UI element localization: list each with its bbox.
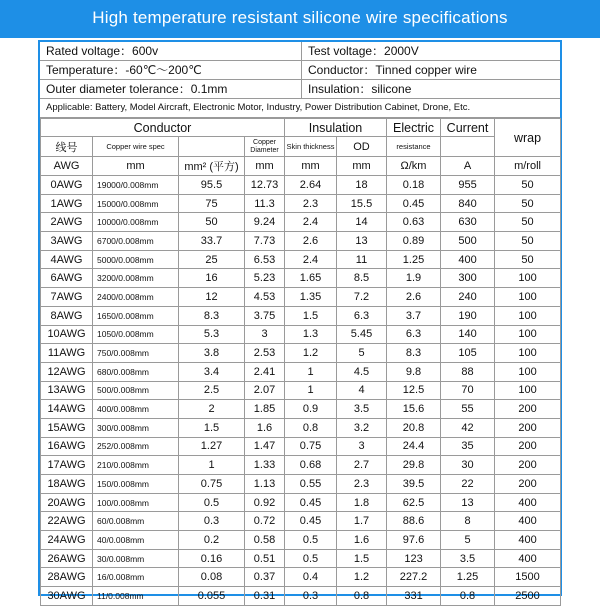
wire-spec-table	[40, 118, 561, 606]
wrap-cell: 50	[495, 176, 561, 195]
wrap-cell: 400	[495, 549, 561, 568]
blank-header-cell	[179, 137, 245, 157]
current-header: Current	[441, 119, 495, 137]
skin-thickness-cell: 2.3	[285, 194, 337, 213]
resistance-cell: 2.6	[387, 288, 441, 307]
copper-diameter-cell: 1.47	[245, 437, 285, 456]
area-cell: 16	[179, 269, 245, 288]
od-cell: 1.7	[337, 512, 387, 531]
table-row	[41, 232, 561, 251]
copper-diameter-header: Copper Diameter	[245, 137, 285, 157]
od-cell: 1.8	[337, 493, 387, 512]
mm-unit: mm	[93, 157, 179, 176]
copper-spec-cell: 252/0.008mm	[93, 437, 179, 456]
copper-diameter-cell: 3.75	[245, 306, 285, 325]
current-cell: 5	[441, 531, 495, 550]
od-cell: 13	[337, 232, 387, 251]
wrap-cell: 2500	[495, 587, 561, 606]
od-cell: 4	[337, 381, 387, 400]
area-cell: 1.27	[179, 437, 245, 456]
wrap-header: wrap	[495, 119, 561, 157]
od-cell: 14	[337, 213, 387, 232]
spec-row	[40, 42, 560, 61]
area-cell: 33.7	[179, 232, 245, 251]
current-cell: 190	[441, 306, 495, 325]
copper-spec-cell: 16/0.008mm	[93, 568, 179, 587]
area-cell: 0.08	[179, 568, 245, 587]
awg-cell: 14AWG	[41, 400, 93, 419]
wrap-cell: 200	[495, 437, 561, 456]
wrap-cell: 400	[495, 531, 561, 550]
skin-thickness-cell: 0.75	[285, 437, 337, 456]
copper-spec-cell: 6700/0.008mm	[93, 232, 179, 251]
mm-unit: mm	[245, 157, 285, 176]
table-row	[41, 475, 561, 494]
current-cell: 140	[441, 325, 495, 344]
copper-spec-cell: 40/0.008mm	[93, 531, 179, 550]
skin-thickness-cell: 0.5	[285, 549, 337, 568]
awg-cell: 18AWG	[41, 475, 93, 494]
od-cell: 3.2	[337, 418, 387, 437]
awg-cell: 10AWG	[41, 325, 93, 344]
current-cell: 55	[441, 400, 495, 419]
skin-thickness-cell: 0.55	[285, 475, 337, 494]
od-cell: 1.6	[337, 531, 387, 550]
wrap-cell: 200	[495, 456, 561, 475]
resistance-cell: 62.5	[387, 493, 441, 512]
skin-thickness-cell: 1.5	[285, 306, 337, 325]
copper-spec-cell: 3200/0.008mm	[93, 269, 179, 288]
awg-cell: 16AWG	[41, 437, 93, 456]
awg-cell: 11AWG	[41, 344, 93, 363]
area-cell: 95.5	[179, 176, 245, 195]
copper-spec-cell: 19000/0.008mm	[93, 176, 179, 195]
spec-row	[40, 80, 560, 99]
current-cell: 955	[441, 176, 495, 195]
wrap-cell: 1500	[495, 568, 561, 587]
skin-thickness-cell: 1.35	[285, 288, 337, 307]
awg-cell: 15AWG	[41, 418, 93, 437]
awg-cell: 12AWG	[41, 362, 93, 381]
resistance-cell: 331	[387, 587, 441, 606]
area-cell: 2	[179, 400, 245, 419]
temperature: Temperature：-60℃～200℃	[40, 61, 302, 79]
wrap-cell: 200	[495, 418, 561, 437]
awg-cell: 4AWG	[41, 250, 93, 269]
test-voltage: Test voltage：2000V	[308, 44, 419, 58]
skin-thickness-cell: 0.4	[285, 568, 337, 587]
table-row	[41, 288, 561, 307]
skin-thickness-cell: 1.2	[285, 344, 337, 363]
conductor-material: Conductor：Tinned copper wire	[308, 63, 477, 77]
area-cell: 0.055	[179, 587, 245, 606]
od-cell: 4.5	[337, 362, 387, 381]
od-cell: 2.7	[337, 456, 387, 475]
table-row	[41, 381, 561, 400]
resistance-cell: 29.8	[387, 456, 441, 475]
current-cell: 630	[441, 213, 495, 232]
od-cell: 7.2	[337, 288, 387, 307]
skin-thickness-cell: 0.9	[285, 400, 337, 419]
resistance-header: resistance	[387, 137, 441, 157]
wrap-cell: 100	[495, 306, 561, 325]
od-cell: 2.3	[337, 475, 387, 494]
awg-cell: 30AWG	[41, 587, 93, 606]
resistance-cell: 1.25	[387, 250, 441, 269]
wrap-cell: 200	[495, 475, 561, 494]
copper-diameter-cell: 4.53	[245, 288, 285, 307]
area-cell: 8.3	[179, 306, 245, 325]
table-row	[41, 418, 561, 437]
table-row	[41, 344, 561, 363]
table-row	[41, 400, 561, 419]
od-tolerance: Outer diameter tolerance：0.1mm	[40, 80, 302, 98]
awg-cell: 8AWG	[41, 306, 93, 325]
wrap-cell: 100	[495, 362, 561, 381]
wrap-cell: 100	[495, 325, 561, 344]
skin-thickness-cell: 0.3	[285, 587, 337, 606]
table-row	[41, 568, 561, 587]
current-cell: 42	[441, 418, 495, 437]
od-cell: 6.3	[337, 306, 387, 325]
electric-header: Electric	[387, 119, 441, 137]
blank-header-cell	[441, 137, 495, 157]
area-cell: 25	[179, 250, 245, 269]
mm2-unit: mm² (平方)	[179, 157, 245, 176]
current-cell: 35	[441, 437, 495, 456]
wrap-cell: 50	[495, 232, 561, 251]
spec-row	[40, 61, 560, 80]
unit-row	[41, 157, 561, 176]
copper-spec-cell: 680/0.008mm	[93, 362, 179, 381]
copper-diameter-cell: 0.51	[245, 549, 285, 568]
area-cell: 75	[179, 194, 245, 213]
copper-diameter-cell: 2.41	[245, 362, 285, 381]
table-row	[41, 213, 561, 232]
ohm-km-unit: Ω/km	[387, 157, 441, 176]
table-row	[41, 456, 561, 475]
area-cell: 12	[179, 288, 245, 307]
copper-spec-cell: 100/0.008mm	[93, 493, 179, 512]
area-cell: 0.5	[179, 493, 245, 512]
current-cell: 1.25	[441, 568, 495, 587]
mm-unit: mm	[337, 157, 387, 176]
skin-thickness-cell: 0.8	[285, 418, 337, 437]
current-cell: 8	[441, 512, 495, 531]
copper-diameter-cell: 2.07	[245, 381, 285, 400]
wrap-cell: 200	[495, 400, 561, 419]
copper-spec-cell: 30/0.008mm	[93, 549, 179, 568]
table-row	[41, 549, 561, 568]
m-roll-unit: m/roll	[495, 157, 561, 176]
copper-diameter-cell: 2.53	[245, 344, 285, 363]
awg-cell: 22AWG	[41, 512, 93, 531]
resistance-cell: 8.3	[387, 344, 441, 363]
table-row	[41, 325, 561, 344]
skin-thickness-cell: 1	[285, 381, 337, 400]
copper-diameter-cell: 9.24	[245, 213, 285, 232]
od-cell: 1.5	[337, 549, 387, 568]
od-cell: 3	[337, 437, 387, 456]
copper-spec-cell: 10000/0.008mm	[93, 213, 179, 232]
resistance-cell: 0.18	[387, 176, 441, 195]
resistance-cell: 227.2	[387, 568, 441, 587]
insulation-header: Insulation	[285, 119, 387, 137]
copper-diameter-cell: 3	[245, 325, 285, 344]
awg-cell: 6AWG	[41, 269, 93, 288]
wrap-cell: 400	[495, 512, 561, 531]
awg-cell: 0AWG	[41, 176, 93, 195]
table-row	[41, 176, 561, 195]
table-row	[41, 531, 561, 550]
area-cell: 3.8	[179, 344, 245, 363]
awg-cell: 17AWG	[41, 456, 93, 475]
page-title: High temperature resistant silicone wire specifications	[92, 8, 508, 27]
skin-thickness-cell: 1.65	[285, 269, 337, 288]
area-cell: 5.3	[179, 325, 245, 344]
od-cell: 18	[337, 176, 387, 195]
current-cell: 400	[441, 250, 495, 269]
copper-diameter-cell: 1.13	[245, 475, 285, 494]
od-header: OD	[337, 137, 387, 157]
od-cell: 3.5	[337, 400, 387, 419]
resistance-cell: 0.89	[387, 232, 441, 251]
copper-spec-cell: 1050/0.008mm	[93, 325, 179, 344]
skin-thickness-cell: 1.3	[285, 325, 337, 344]
copper-spec-cell: 500/0.008mm	[93, 381, 179, 400]
copper-diameter-cell: 12.73	[245, 176, 285, 195]
spec-row	[40, 99, 560, 118]
copper-spec-cell: 300/0.008mm	[93, 418, 179, 437]
current-cell: 30	[441, 456, 495, 475]
copper-spec-cell: 400/0.008mm	[93, 400, 179, 419]
resistance-cell: 0.63	[387, 213, 441, 232]
copper-spec-cell: 210/0.008mm	[93, 456, 179, 475]
table-row	[41, 437, 561, 456]
od-cell: 1.2	[337, 568, 387, 587]
resistance-cell: 0.45	[387, 194, 441, 213]
mm-unit: mm	[285, 157, 337, 176]
area-cell: 1.5	[179, 418, 245, 437]
copper-diameter-cell: 1.6	[245, 418, 285, 437]
od-cell: 8.5	[337, 269, 387, 288]
copper-diameter-cell: 0.92	[245, 493, 285, 512]
skin-thickness-cell: 2.4	[285, 213, 337, 232]
copper-diameter-cell: 1.33	[245, 456, 285, 475]
resistance-cell: 15.6	[387, 400, 441, 419]
copper-diameter-cell: 0.72	[245, 512, 285, 531]
table-row	[41, 306, 561, 325]
code-header: 线号	[41, 137, 93, 157]
skin-thickness-cell: 2.4	[285, 250, 337, 269]
table-row	[41, 512, 561, 531]
resistance-cell: 20.8	[387, 418, 441, 437]
skin-thickness-cell: 0.68	[285, 456, 337, 475]
current-cell: 105	[441, 344, 495, 363]
area-cell: 1	[179, 456, 245, 475]
area-cell: 0.75	[179, 475, 245, 494]
copper-diameter-cell: 0.31	[245, 587, 285, 606]
awg-cell: 1AWG	[41, 194, 93, 213]
copper-diameter-cell: 1.85	[245, 400, 285, 419]
area-cell: 0.2	[179, 531, 245, 550]
wrap-cell: 400	[495, 493, 561, 512]
copper-diameter-cell: 11.3	[245, 194, 285, 213]
header-row	[41, 119, 561, 137]
conductor-header: Conductor	[41, 119, 285, 137]
awg-cell: 7AWG	[41, 288, 93, 307]
table-row	[41, 587, 561, 606]
wrap-cell: 100	[495, 269, 561, 288]
current-cell: 88	[441, 362, 495, 381]
skin-thickness-cell: 2.6	[285, 232, 337, 251]
copper-spec-cell: 150/0.008mm	[93, 475, 179, 494]
applicable: Applicable: Battery, Model Aircraft, Electronic Motor, Industry, Power Distribution Cabinet, Drone, Etc.	[46, 102, 471, 113]
current-cell: 840	[441, 194, 495, 213]
copper-spec-cell: 2400/0.008mm	[93, 288, 179, 307]
wrap-cell: 50	[495, 213, 561, 232]
area-cell: 0.16	[179, 549, 245, 568]
copper-wire-spec-header: Copper wire spec	[93, 137, 179, 157]
awg-cell: 13AWG	[41, 381, 93, 400]
resistance-cell: 12.5	[387, 381, 441, 400]
od-cell: 5.45	[337, 325, 387, 344]
awg-cell: 28AWG	[41, 568, 93, 587]
spec-sheet	[38, 40, 562, 602]
resistance-cell: 1.9	[387, 269, 441, 288]
amp-unit: A	[441, 157, 495, 176]
resistance-cell: 9.8	[387, 362, 441, 381]
awg-cell: 20AWG	[41, 493, 93, 512]
awg-cell: 26AWG	[41, 549, 93, 568]
current-cell: 3.5	[441, 549, 495, 568]
current-cell: 0.8	[441, 587, 495, 606]
awg-unit: AWG	[41, 157, 93, 176]
copper-diameter-cell: 7.73	[245, 232, 285, 251]
wrap-cell: 100	[495, 288, 561, 307]
current-cell: 240	[441, 288, 495, 307]
rated-voltage: Rated voltage：600v	[40, 42, 302, 60]
resistance-cell: 3.7	[387, 306, 441, 325]
copper-diameter-cell: 6.53	[245, 250, 285, 269]
current-cell: 13	[441, 493, 495, 512]
resistance-cell: 123	[387, 549, 441, 568]
od-cell: 15.5	[337, 194, 387, 213]
od-cell: 0.8	[337, 587, 387, 606]
copper-diameter-cell: 5.23	[245, 269, 285, 288]
copper-spec-cell: 11/0.008mm	[93, 587, 179, 606]
table-row	[41, 250, 561, 269]
insulation-material: Insulation：silicone	[308, 82, 412, 96]
resistance-cell: 24.4	[387, 437, 441, 456]
table-body	[41, 176, 561, 606]
wrap-cell: 100	[495, 344, 561, 363]
od-cell: 5	[337, 344, 387, 363]
wrap-cell: 50	[495, 194, 561, 213]
od-cell: 11	[337, 250, 387, 269]
current-cell: 500	[441, 232, 495, 251]
copper-spec-cell: 15000/0.008mm	[93, 194, 179, 213]
skin-thickness-cell: 2.64	[285, 176, 337, 195]
awg-cell: 24AWG	[41, 531, 93, 550]
resistance-cell: 39.5	[387, 475, 441, 494]
resistance-cell: 6.3	[387, 325, 441, 344]
copper-spec-cell: 750/0.008mm	[93, 344, 179, 363]
table-row	[41, 269, 561, 288]
area-cell: 0.3	[179, 512, 245, 531]
header-row	[41, 137, 561, 157]
skin-thickness-cell: 0.45	[285, 493, 337, 512]
area-cell: 50	[179, 213, 245, 232]
awg-cell: 3AWG	[41, 232, 93, 251]
skin-thickness-header: Skin thickness	[285, 137, 337, 157]
copper-diameter-cell: 0.58	[245, 531, 285, 550]
wrap-cell: 100	[495, 381, 561, 400]
area-cell: 3.4	[179, 362, 245, 381]
table-row	[41, 194, 561, 213]
general-specs	[40, 42, 560, 118]
current-cell: 300	[441, 269, 495, 288]
copper-spec-cell: 60/0.008mm	[93, 512, 179, 531]
resistance-cell: 97.6	[387, 531, 441, 550]
current-cell: 22	[441, 475, 495, 494]
awg-cell: 2AWG	[41, 213, 93, 232]
skin-thickness-cell: 1	[285, 362, 337, 381]
copper-spec-cell: 5000/0.008mm	[93, 250, 179, 269]
area-cell: 2.5	[179, 381, 245, 400]
copper-diameter-cell: 0.37	[245, 568, 285, 587]
resistance-cell: 88.6	[387, 512, 441, 531]
current-cell: 70	[441, 381, 495, 400]
copper-spec-cell: 1650/0.008mm	[93, 306, 179, 325]
wrap-cell: 50	[495, 250, 561, 269]
table-row	[41, 362, 561, 381]
skin-thickness-cell: 0.45	[285, 512, 337, 531]
skin-thickness-cell: 0.5	[285, 531, 337, 550]
table-row	[41, 493, 561, 512]
